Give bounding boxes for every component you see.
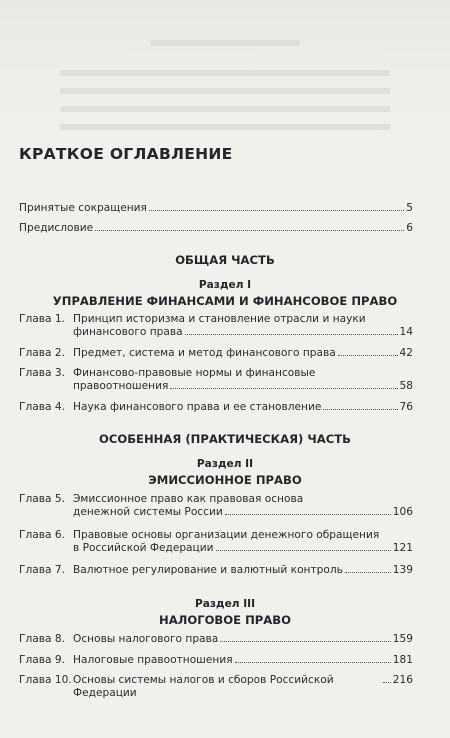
chapter-entry[interactable]	[19, 654, 413, 667]
toc-heading: КРАТКОЕ ОГЛАВЛЕНИЕ	[19, 145, 233, 163]
chapter-entry[interactable]	[19, 401, 413, 414]
chapter-label: Глава 9.	[19, 654, 65, 666]
chapter-entry[interactable]	[19, 347, 413, 360]
chapter-entry[interactable]	[19, 564, 413, 577]
chapter-title-line1: Финансово-правовые нормы и финансовые	[73, 367, 316, 379]
chapter-page: 139	[392, 564, 413, 576]
chapter-entry[interactable]	[19, 493, 413, 519]
leader-dots	[338, 355, 398, 356]
leader-dots	[323, 409, 397, 410]
leader-dots	[220, 641, 390, 642]
chapter-title-line1: Принцип историзма и становление отрасли и науки	[73, 313, 366, 325]
chapter-page: 106	[392, 506, 413, 518]
chapter-page: 58	[399, 380, 413, 392]
chapter-title: Валютное регулирование и валютный контроль	[73, 564, 343, 576]
chapter-entry[interactable]	[19, 674, 413, 700]
chapter-label: Глава 3.	[19, 367, 65, 379]
chapter-title: Предмет, система и метод финансового права	[73, 347, 336, 359]
chapter-title: Наука финансового права и ее становление	[73, 401, 322, 413]
leader-dots	[185, 334, 398, 335]
chapter-page: 76	[399, 401, 413, 413]
show-through-line	[150, 40, 300, 46]
chapter-page: 42	[399, 347, 413, 359]
chapter-page: 14	[399, 326, 413, 338]
chapter-page: 181	[392, 654, 413, 666]
chapter-title: Основы системы налогов и сборов Российской Федерации	[73, 674, 334, 699]
leader-dots	[170, 388, 397, 389]
leader-dots	[345, 572, 391, 573]
part-title: ОСОБЕННАЯ (ПРАКТИЧЕСКАЯ) ЧАСТЬ	[99, 432, 351, 446]
entry-page: 6	[406, 222, 413, 234]
chapter-title-line1: Эмиссионное право как правовая основа	[73, 493, 304, 505]
section-label: Раздел I	[198, 279, 252, 291]
chapter-entry[interactable]	[19, 529, 413, 555]
leader-dots	[216, 550, 391, 551]
section-name: НАЛОГОВОЕ ПРАВО	[159, 613, 291, 627]
chapter-title: Налоговые правоотношения	[73, 654, 233, 666]
chapter-title-line2: в Российской Федерации	[73, 542, 214, 554]
show-through-line	[60, 70, 390, 76]
chapter-label: Глава 7.	[19, 564, 65, 576]
chapter-title-line2: денежной системы России	[73, 506, 223, 518]
section-name: УПРАВЛЕНИЕ ФИНАНСАМИ И ФИНАНСОВОЕ ПРАВО	[52, 294, 398, 308]
chapter-label: Глава 4.	[19, 401, 65, 413]
section-name: ЭМИССИОННОЕ ПРАВО	[148, 473, 302, 487]
chapter-label: Глава 6.	[19, 529, 65, 541]
leader-dots	[149, 210, 404, 211]
chapter-page: 159	[392, 633, 413, 645]
part-title: ОБЩАЯ ЧАСТЬ	[175, 253, 275, 267]
chapter-label: Глава 10.	[19, 674, 72, 686]
toc-entry[interactable]	[19, 222, 413, 235]
chapter-entry[interactable]	[19, 367, 413, 393]
section-label: Раздел II	[196, 458, 254, 470]
toc-entry[interactable]	[19, 202, 413, 215]
chapter-label: Глава 5.	[19, 493, 65, 505]
chapter-title-line2: правоотношения	[73, 380, 169, 392]
chapter-page: 216	[392, 674, 413, 686]
chapter-page: 121	[392, 542, 413, 554]
show-through-line	[60, 124, 390, 130]
entry-page: 5	[406, 202, 413, 214]
chapter-title-line2: финансового права	[73, 326, 183, 338]
leader-dots	[235, 662, 391, 663]
chapter-title-line1: Правовые основы организации денежного обращения	[73, 529, 380, 541]
leader-dots	[383, 682, 391, 683]
chapter-label: Глава 2.	[19, 347, 65, 359]
entry-title: Принятые сокращения	[19, 202, 147, 214]
chapter-label: Глава 8.	[19, 633, 65, 645]
show-through-line	[60, 88, 390, 94]
entry-title: Предисловие	[19, 222, 94, 234]
chapter-entry[interactable]	[19, 633, 413, 646]
chapter-entry[interactable]	[19, 313, 413, 339]
chapter-title: Основы налогового права	[73, 633, 219, 645]
section-label: Раздел III	[194, 598, 256, 610]
show-through-area	[0, 0, 450, 150]
chapter-label: Глава 1.	[19, 313, 65, 325]
leader-dots	[95, 230, 404, 231]
show-through-line	[60, 106, 390, 112]
leader-dots	[225, 514, 391, 515]
